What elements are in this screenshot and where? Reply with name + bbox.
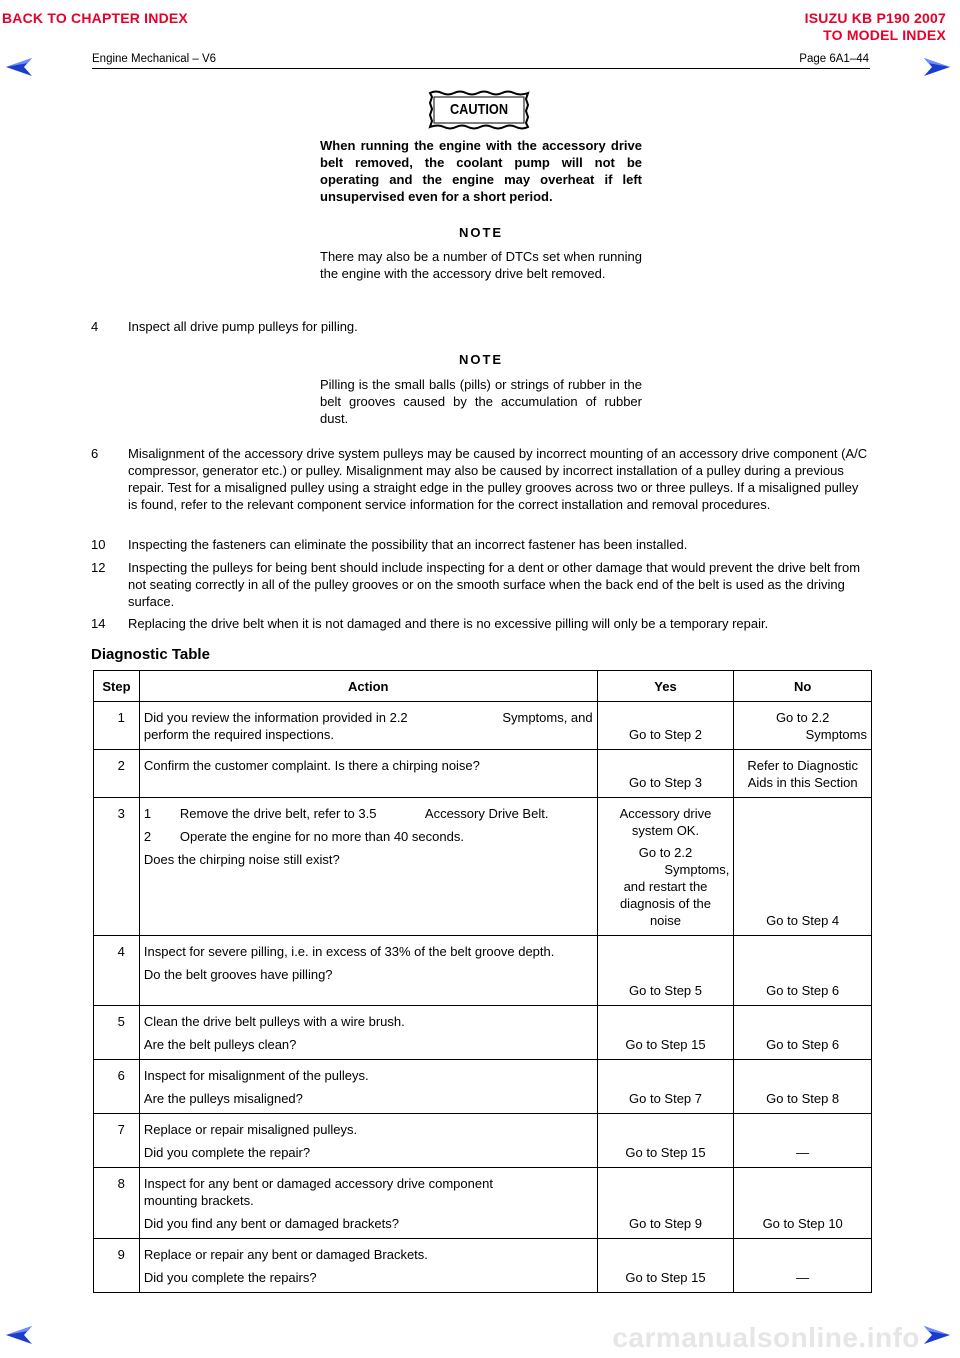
list-item [91,536,871,553]
action-cell [139,1060,597,1114]
step-number: 1 [94,702,140,750]
list-item [91,318,871,335]
column-header-no: No [734,671,872,702]
yes-result: Go to Step 9 [629,1216,702,1231]
step-number: 2 [94,750,140,798]
action-text: Inspect for any bent or damaged accessory drive component mounting brackets. [143,1176,493,1208]
caution-badge-label: CAUTION [449,101,509,118]
yes-cell [597,1006,734,1060]
header-chapter-title: Engine Mechanical – V6 [92,53,217,65]
next-page-arrow-icon[interactable] [920,58,950,76]
yes-cell [597,936,734,1006]
caution-text: When running the engine with the accessory drive belt removed, the coolant pump will not be operating and the engine may overheat if left unsupervised even for a short period. [320,138,642,204]
list-item [91,559,871,610]
table-row [94,1168,872,1239]
no-result: Go to 2.2 [775,710,830,725]
step-number: 9 [94,1239,140,1293]
column-header-action: Action [139,671,597,702]
yes-cell [597,1168,734,1239]
note-heading: NOTE [458,225,504,240]
yes-cell [597,798,734,936]
yes-cell [597,1239,734,1293]
note-box-2 [320,351,642,427]
item-text: Misalignment of the accessory drive system pulleys may be caused by incorrect mounting of an accessory drive component (A/C compressor, generator etc.) or pulley. Misalignment may also be caused by incorrect installation of a pulley during a previous repair. Test for a misaligned pulley using a straight edge in the pulley grooves across two or three pulleys. If a misaligned pulley is found, refer to the relevant component service information for the correct installation and removal procedures. [128,446,868,512]
diagnostic-table [93,670,872,1293]
list-item [91,445,871,513]
sub-step [144,828,593,845]
yes-result: and restart the diagnosis of the noise [619,879,712,928]
action-cell [139,1114,597,1168]
step-number: 6 [94,1060,140,1114]
action-text: Inspect for severe pilling, i.e. in excess of 33% of the belt groove depth. [143,944,555,959]
yes-result: Go to 2.2 [638,845,693,860]
no-cell [734,702,872,750]
list-item [91,615,871,632]
no-result: Go to Step 4 [766,913,840,928]
note-box-1 [320,224,642,282]
no-cell [734,1006,872,1060]
table-row [94,1006,872,1060]
step-number: 7 [94,1114,140,1168]
yes-result: Go to Step 15 [625,1037,706,1052]
question-text: Are the belt pulleys clean? [143,1037,297,1052]
table-row [94,750,872,798]
column-header-yes: Yes [597,671,734,702]
no-cell [734,798,872,936]
action-cell [139,798,597,936]
yes-cell [597,1060,734,1114]
no-result: Go to Step 10 [762,1216,843,1231]
step-number: 5 [94,1006,140,1060]
item-text: Inspecting the pulleys for being bent should include inspecting for a dent or other damage that would prevent the drive belt from not seating correctly in all of the pulley grooves or on the smooth surface when the back end of the belt is used as the driving surface. [128,560,861,609]
item-number: 14 [91,616,106,631]
action-cell [139,1168,597,1239]
prev-page-arrow-icon[interactable] [6,58,36,76]
yes-result-link[interactable]: Symptoms, [664,862,730,877]
item-text: Inspecting the fasteners can eliminate the possibility that an incorrect fastener has been installed. [128,537,688,552]
no-cell [734,1060,872,1114]
question-text: Are the pulleys misaligned? [143,1091,303,1106]
model-title: ISUZU KB P190 2007 [804,10,946,26]
no-cell [734,1168,872,1239]
question-text: Did you complete the repair? [143,1145,311,1160]
action-text: Clean the drive belt pulleys with a wire brush. [143,1014,405,1029]
yes-result: Go to Step 3 [629,775,702,790]
section-title: Diagnostic Table [91,646,210,663]
question-text: Did you complete the repairs? [143,1270,317,1285]
action-cell [139,936,597,1006]
item-text: Replacing the drive belt when it is not damaged and there is no excessive pilling will only be a temporary repair. [128,616,769,631]
note-text: Pilling is the small balls (pills) or strings of rubber in the belt grooves caused by the accumulation of rubber dust. [320,377,642,426]
sub-step-text: Remove the drive belt, refer to 3.5 [179,806,377,821]
no-result: Go to Step 6 [766,1037,840,1052]
question-text: Did you find any bent or damaged brackets? [143,1216,400,1231]
yes-result: Go to Step 5 [629,983,702,998]
no-result: Refer to Diagnostic Aids in this Section [747,758,858,790]
action-cell [139,1006,597,1060]
action-text: Did you review the information provided in 2.2 [143,710,408,725]
item-number: 10 [91,537,106,552]
caution-box [320,137,642,205]
action-cell [139,750,597,798]
no-result: — [796,1270,810,1285]
table-row [94,1114,872,1168]
step-number: 3 [94,798,140,936]
action-text: perform the required inspections. [143,727,334,742]
table-row [94,798,872,936]
question-text: Does the chirping noise still exist? [143,852,340,867]
no-cell [734,1239,872,1293]
step-number: 4 [94,936,140,1006]
table-row [94,936,872,1006]
header-rule [92,68,870,69]
step-number: 8 [94,1168,140,1239]
question-text: Do the belt grooves have pilling? [143,967,333,982]
yes-cell [597,750,734,798]
no-result: Go to Step 6 [766,983,840,998]
sub-step-number: 2 [143,829,152,844]
prev-page-bottom-arrow-icon[interactable] [6,1326,36,1344]
sub-step-number: 1 [143,806,152,821]
action-cell [139,702,597,750]
watermark-text: carmanualsonline.info [612,1322,920,1353]
note-heading: NOTE [458,352,504,367]
yes-result: Go to Step 7 [629,1091,702,1106]
sub-step-text: Operate the engine for no more than 40 seconds. [179,829,464,844]
yes-result: Accessory drive system OK. [619,806,712,838]
no-result: — [796,1145,810,1160]
no-result: Go to Step 8 [766,1091,840,1106]
action-text: Replace or repair misaligned pulleys. [143,1122,358,1137]
back-to-chapter-index-link[interactable]: BACK TO CHAPTER INDEX [2,10,188,26]
table-row [94,1060,872,1114]
yes-cell [597,702,734,750]
table-row [94,1239,872,1293]
next-page-bottom-arrow-icon[interactable] [920,1326,950,1344]
model-index-link[interactable] [805,10,946,44]
action-cell [139,1239,597,1293]
action-text: Replace or repair any bent or damaged Brackets. [143,1247,428,1262]
item-number: 6 [91,446,99,461]
no-result-link[interactable]: Symptoms [805,727,867,742]
table-row [94,702,872,750]
no-cell [734,1114,872,1168]
yes-result: Go to Step 2 [629,727,702,742]
yes-result: Go to Step 15 [625,1145,706,1160]
item-number: 4 [91,319,99,334]
action-link[interactable]: Symptoms, and [502,710,593,725]
column-header-step: Step [94,671,140,702]
no-cell [734,750,872,798]
note-text: There may also be a number of DTCs set when running the engine with the accessory drive belt removed. [320,249,642,281]
table-header-row [94,671,872,702]
item-text: Inspect all drive pump pulleys for pilling. [128,319,358,334]
to-model-index-label: TO MODEL INDEX [823,27,946,43]
yes-result: Go to Step 15 [625,1270,706,1285]
item-number: 12 [91,560,106,575]
action-text: Confirm the customer complaint. Is there a chirping noise? [143,758,480,773]
sub-step-link[interactable]: Accessory Drive Belt. [424,806,549,821]
sub-step [144,805,593,822]
yes-cell [597,1114,734,1168]
header-page-number: Page 6A1–44 [799,53,869,65]
action-text: Inspect for misalignment of the pulleys. [143,1068,369,1083]
no-cell [734,936,872,1006]
